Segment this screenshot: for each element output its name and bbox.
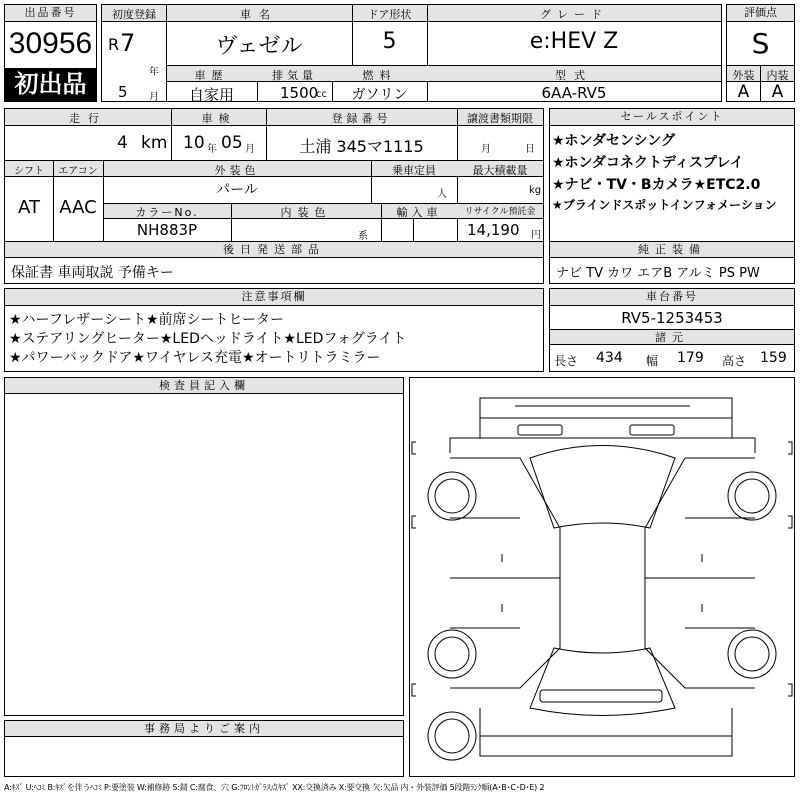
lot-number: 30956	[8, 27, 93, 60]
recycle-value: 14,190	[467, 221, 520, 239]
history-value: 自家用	[188, 86, 234, 104]
inspector-box	[4, 377, 404, 716]
score-box	[726, 4, 795, 102]
sales-point-item: ★ホンダセンシング	[552, 133, 676, 149]
displacement-unit: cc	[316, 89, 327, 100]
dims-label: 諸元	[550, 330, 794, 345]
shift-value: AT	[18, 197, 40, 218]
equipment-label: 純正装備	[550, 242, 794, 258]
first-reg-label: 初度登録	[112, 8, 156, 21]
displacement-value: 1500	[280, 84, 319, 102]
height-label: 高さ	[722, 354, 747, 368]
history-label: 車歴	[194, 69, 229, 82]
doors-label: ドア形状	[367, 8, 412, 21]
registration-value: 土浦 345マ1115	[299, 137, 424, 156]
width-value: 179	[677, 350, 704, 366]
mileage-label: 走行	[69, 112, 107, 125]
recycle-unit: 円	[531, 230, 541, 241]
recycle-label: リサイクル預託金	[464, 207, 536, 217]
vehicle-details	[4, 108, 544, 284]
notes-label: 注意事項欄	[5, 289, 543, 306]
color-no-label: カラーNo.	[135, 206, 199, 219]
first-listing-badge: 初出品	[5, 68, 96, 101]
model-value: 6AA-RV5	[541, 84, 607, 102]
first-reg-year: 7	[120, 29, 136, 57]
int-color-unit: 系	[358, 231, 368, 242]
car-name-label: 車名	[240, 8, 278, 21]
inspection-month: 05	[221, 133, 243, 153]
sales-points-label: セールスポイント	[550, 109, 794, 126]
notes-line: ★ハーフレザーシート★前席シートヒーター	[9, 312, 285, 328]
ext-color-value: パール	[216, 182, 258, 198]
width-label: 幅	[646, 354, 659, 368]
chassis-value: RV5-1253453	[621, 309, 723, 327]
notes-line: ★ステアリングヒーター★LEDヘッドライト★LEDフォグライト	[9, 331, 407, 347]
score-label: 評価点	[727, 5, 794, 22]
grade-label: グレード	[540, 8, 608, 21]
notes-line: ★パワーバックドア★ワイヤレス充電★オートリトラミラー	[9, 350, 381, 366]
car-diagram-box	[409, 377, 795, 777]
sales-point-item: ★ナビ・TV・Bカメラ★ETC2.0	[552, 177, 761, 193]
first-reg-month-unit: 月	[149, 92, 159, 103]
mileage-unit: km	[141, 133, 168, 153]
import-label: 輸入車	[396, 206, 442, 219]
inspector-label: 検査員記入欄	[5, 378, 403, 394]
mileage-value: 4	[117, 133, 128, 153]
lot-box	[4, 4, 97, 102]
ext-score-label: 外装	[732, 69, 755, 82]
int-color-label: 内装色	[280, 206, 332, 219]
displacement-label: 排気量	[272, 69, 317, 82]
doors-value: 5	[382, 29, 397, 54]
max-load-label: 最大積載量	[472, 164, 528, 177]
office-label: 事務局よりご案内	[5, 721, 403, 737]
int-score-label: 内装	[766, 69, 789, 82]
later-parts-label: 後日発送部品	[5, 242, 543, 258]
model-label: 型式	[555, 69, 593, 82]
sales-points-box	[549, 108, 795, 284]
ext-color-label: 外装色	[214, 164, 260, 177]
inspection-year: 10	[183, 133, 205, 153]
int-score-value: A	[771, 82, 784, 102]
transfer-label: 譲渡書類期限	[467, 112, 533, 125]
lot-label: 出品番号	[5, 5, 96, 22]
score-value: S	[751, 27, 770, 60]
height-value: 159	[760, 350, 787, 366]
length-value: 434	[596, 350, 623, 366]
capacity-unit: 人	[437, 189, 447, 200]
notes-box	[4, 288, 544, 372]
damage-legend: A:ｷｽﾞ U:ﾍｺﾐ B:ｷｽﾞを伴うﾍｺﾐ P:要塗装 W:補修跡 S:錆 C:腐食、穴 G:ﾌﾛﾝﾄｶﾞﾗｽ点ｷｽﾞ XX:交換済み X:要交換 欠:欠品 内・外装評価 5段階ﾗﾝｸ順(A･B･C･D･E) 2	[4, 783, 545, 792]
vehicle-summary	[101, 4, 722, 102]
first-reg-month: 5	[118, 83, 128, 101]
length-label: 長さ	[554, 354, 579, 368]
shift-label: シフト	[14, 166, 44, 177]
grade-value: e:HEV Z	[529, 29, 619, 54]
inspection-year-unit: 年	[207, 144, 217, 155]
chassis-label: 車台番号	[550, 289, 794, 306]
ext-score-value: A	[737, 82, 750, 102]
transfer-day-unit: 日	[525, 144, 535, 155]
inspection-month-unit: 月	[245, 144, 255, 155]
fuel-value: ガソリン	[351, 87, 408, 103]
first-reg-year-unit: 年	[149, 67, 159, 78]
max-load-unit: kg	[529, 185, 542, 196]
sales-point-item: ★ブラインドスポットインフォメーション	[552, 198, 777, 212]
later-parts-value: 保証書 車両取説 予備キー	[11, 265, 174, 281]
first-reg-era: R	[108, 35, 120, 54]
office-box	[4, 720, 404, 777]
car-name-value: ヴェゼル	[215, 34, 303, 59]
car-diagram	[410, 378, 794, 776]
inspection-label: 車検	[201, 112, 236, 125]
fuel-label: 燃料	[362, 69, 397, 82]
color-no-value: NH883P	[136, 221, 198, 239]
sales-point-item: ★ホンダコネクトディスプレイ	[552, 155, 744, 171]
equipment-value: ナビ TV カワ エアB アルミ PS PW	[556, 266, 760, 281]
transfer-month-unit: 月	[481, 144, 491, 155]
capacity-label: 乗車定員	[392, 164, 436, 177]
registration-label: 登録番号	[331, 112, 392, 125]
aircon-label: エアコン	[58, 166, 98, 177]
chassis-box	[549, 288, 795, 372]
aircon-value: AAC	[59, 197, 97, 218]
